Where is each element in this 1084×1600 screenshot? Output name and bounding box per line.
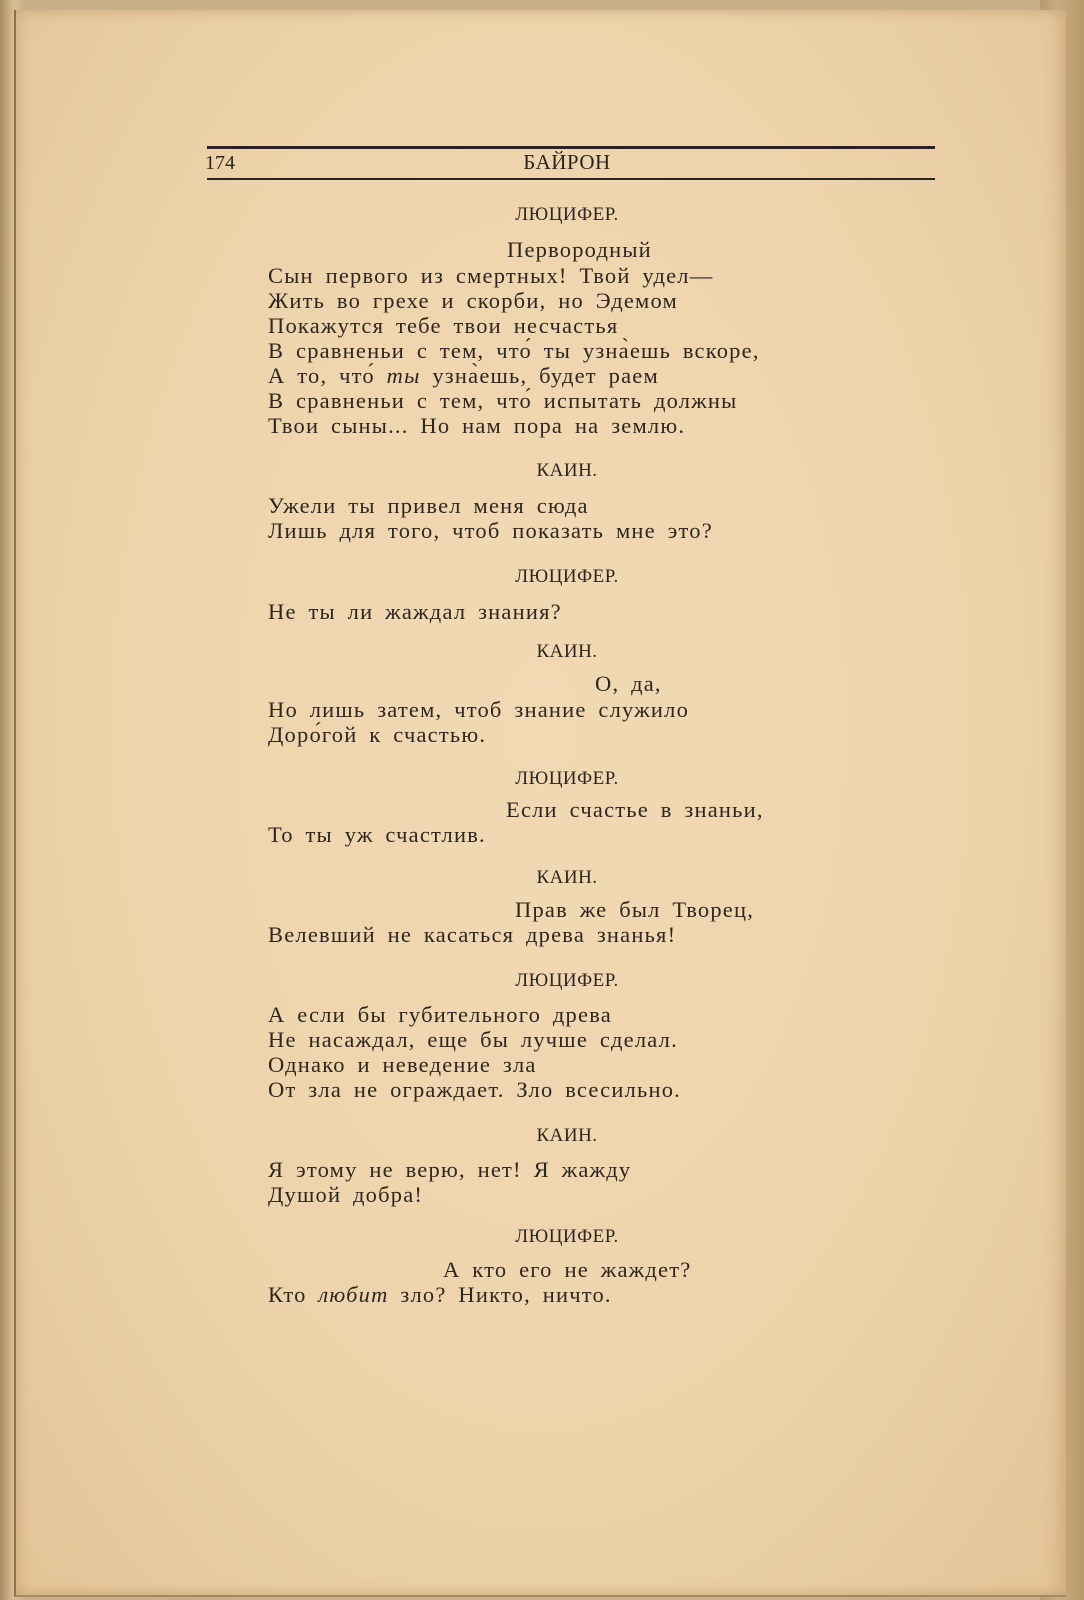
speaker-name: ЛЮЦИФЕР. <box>515 768 619 789</box>
running-title: БАЙРОН <box>523 150 611 174</box>
verse-line <box>268 363 659 389</box>
verse-line: Но лишь затем, чтоб знание служило <box>268 697 690 722</box>
verse-line: Ужели ты привел меня сюда <box>268 493 589 518</box>
speaker-name: КАИН. <box>536 1125 598 1146</box>
header-rule-top <box>207 146 935 149</box>
verse-line: Не насаждал, еще бы лучше сделал. <box>268 1027 678 1052</box>
speaker-name: КАИН. <box>536 867 598 888</box>
verse-line: Если счастье в знаньи, <box>506 797 764 822</box>
verse-emphasis: любит <box>318 1282 389 1307</box>
verse-line: Доро́гой к счастью. <box>268 722 487 747</box>
verse-line: В сравненьи с тем, что́ испытать должны <box>268 388 738 413</box>
verse-line: Жить во грехе и скорби, но Эдемом <box>268 288 678 313</box>
verse-line: То ты уж счастлив. <box>268 822 486 847</box>
verse-line: А если бы губительного древа <box>268 1002 612 1027</box>
speaker-name: КАИН. <box>536 460 598 481</box>
verse-line: Первородный <box>507 237 652 262</box>
verse-line: Душой добра! <box>268 1182 424 1207</box>
verse-line: О, да, <box>595 671 662 696</box>
verse-emphasis: ты <box>386 363 421 388</box>
speaker-name: ЛЮЦИФЕР. <box>515 204 619 225</box>
verse-text: зло? Никто, ничто. <box>388 1282 612 1307</box>
verse-text: Кто <box>268 1282 319 1307</box>
verse-text: А то, что́ <box>268 363 387 388</box>
speaker-name: ЛЮЦИФЕР. <box>515 566 619 587</box>
header-rule-bottom <box>207 178 935 180</box>
verse-line: Покажутся тебе твои несчастья <box>268 313 619 338</box>
verse-line: Я этому не верю, нет! Я жажду <box>268 1157 632 1182</box>
verse-text: узна̀ешь, будет раем <box>420 363 659 388</box>
verse-line: Сын первого из смертных! Твой удел— <box>268 263 714 288</box>
verse-line: От зла не ограждает. Зло всесильно. <box>268 1077 681 1102</box>
verse-line: Лишь для того, чтоб показать мне это? <box>268 518 713 543</box>
speaker-name: ЛЮЦИФЕР. <box>515 1226 619 1247</box>
verse-line: Однако и неведение зла <box>268 1052 537 1077</box>
verse-line: А кто его не жаждет? <box>443 1257 692 1282</box>
speaker-name: КАИН. <box>536 641 598 662</box>
page-number: 174 <box>205 152 235 174</box>
verse-line: Твои сыны... Но нам пора на землю. <box>268 413 686 438</box>
verse-line: Велевший не касаться древа знанья! <box>268 922 677 947</box>
verse-line: Прав же был Творец, <box>515 897 755 922</box>
verse-line: Не ты ли жаждал знания? <box>268 599 562 624</box>
verse-line <box>268 1282 612 1308</box>
verse-line: В сравненьи с тем, что́ ты узна̀ешь вскоре, <box>268 338 760 363</box>
speaker-name: ЛЮЦИФЕР. <box>515 970 619 991</box>
